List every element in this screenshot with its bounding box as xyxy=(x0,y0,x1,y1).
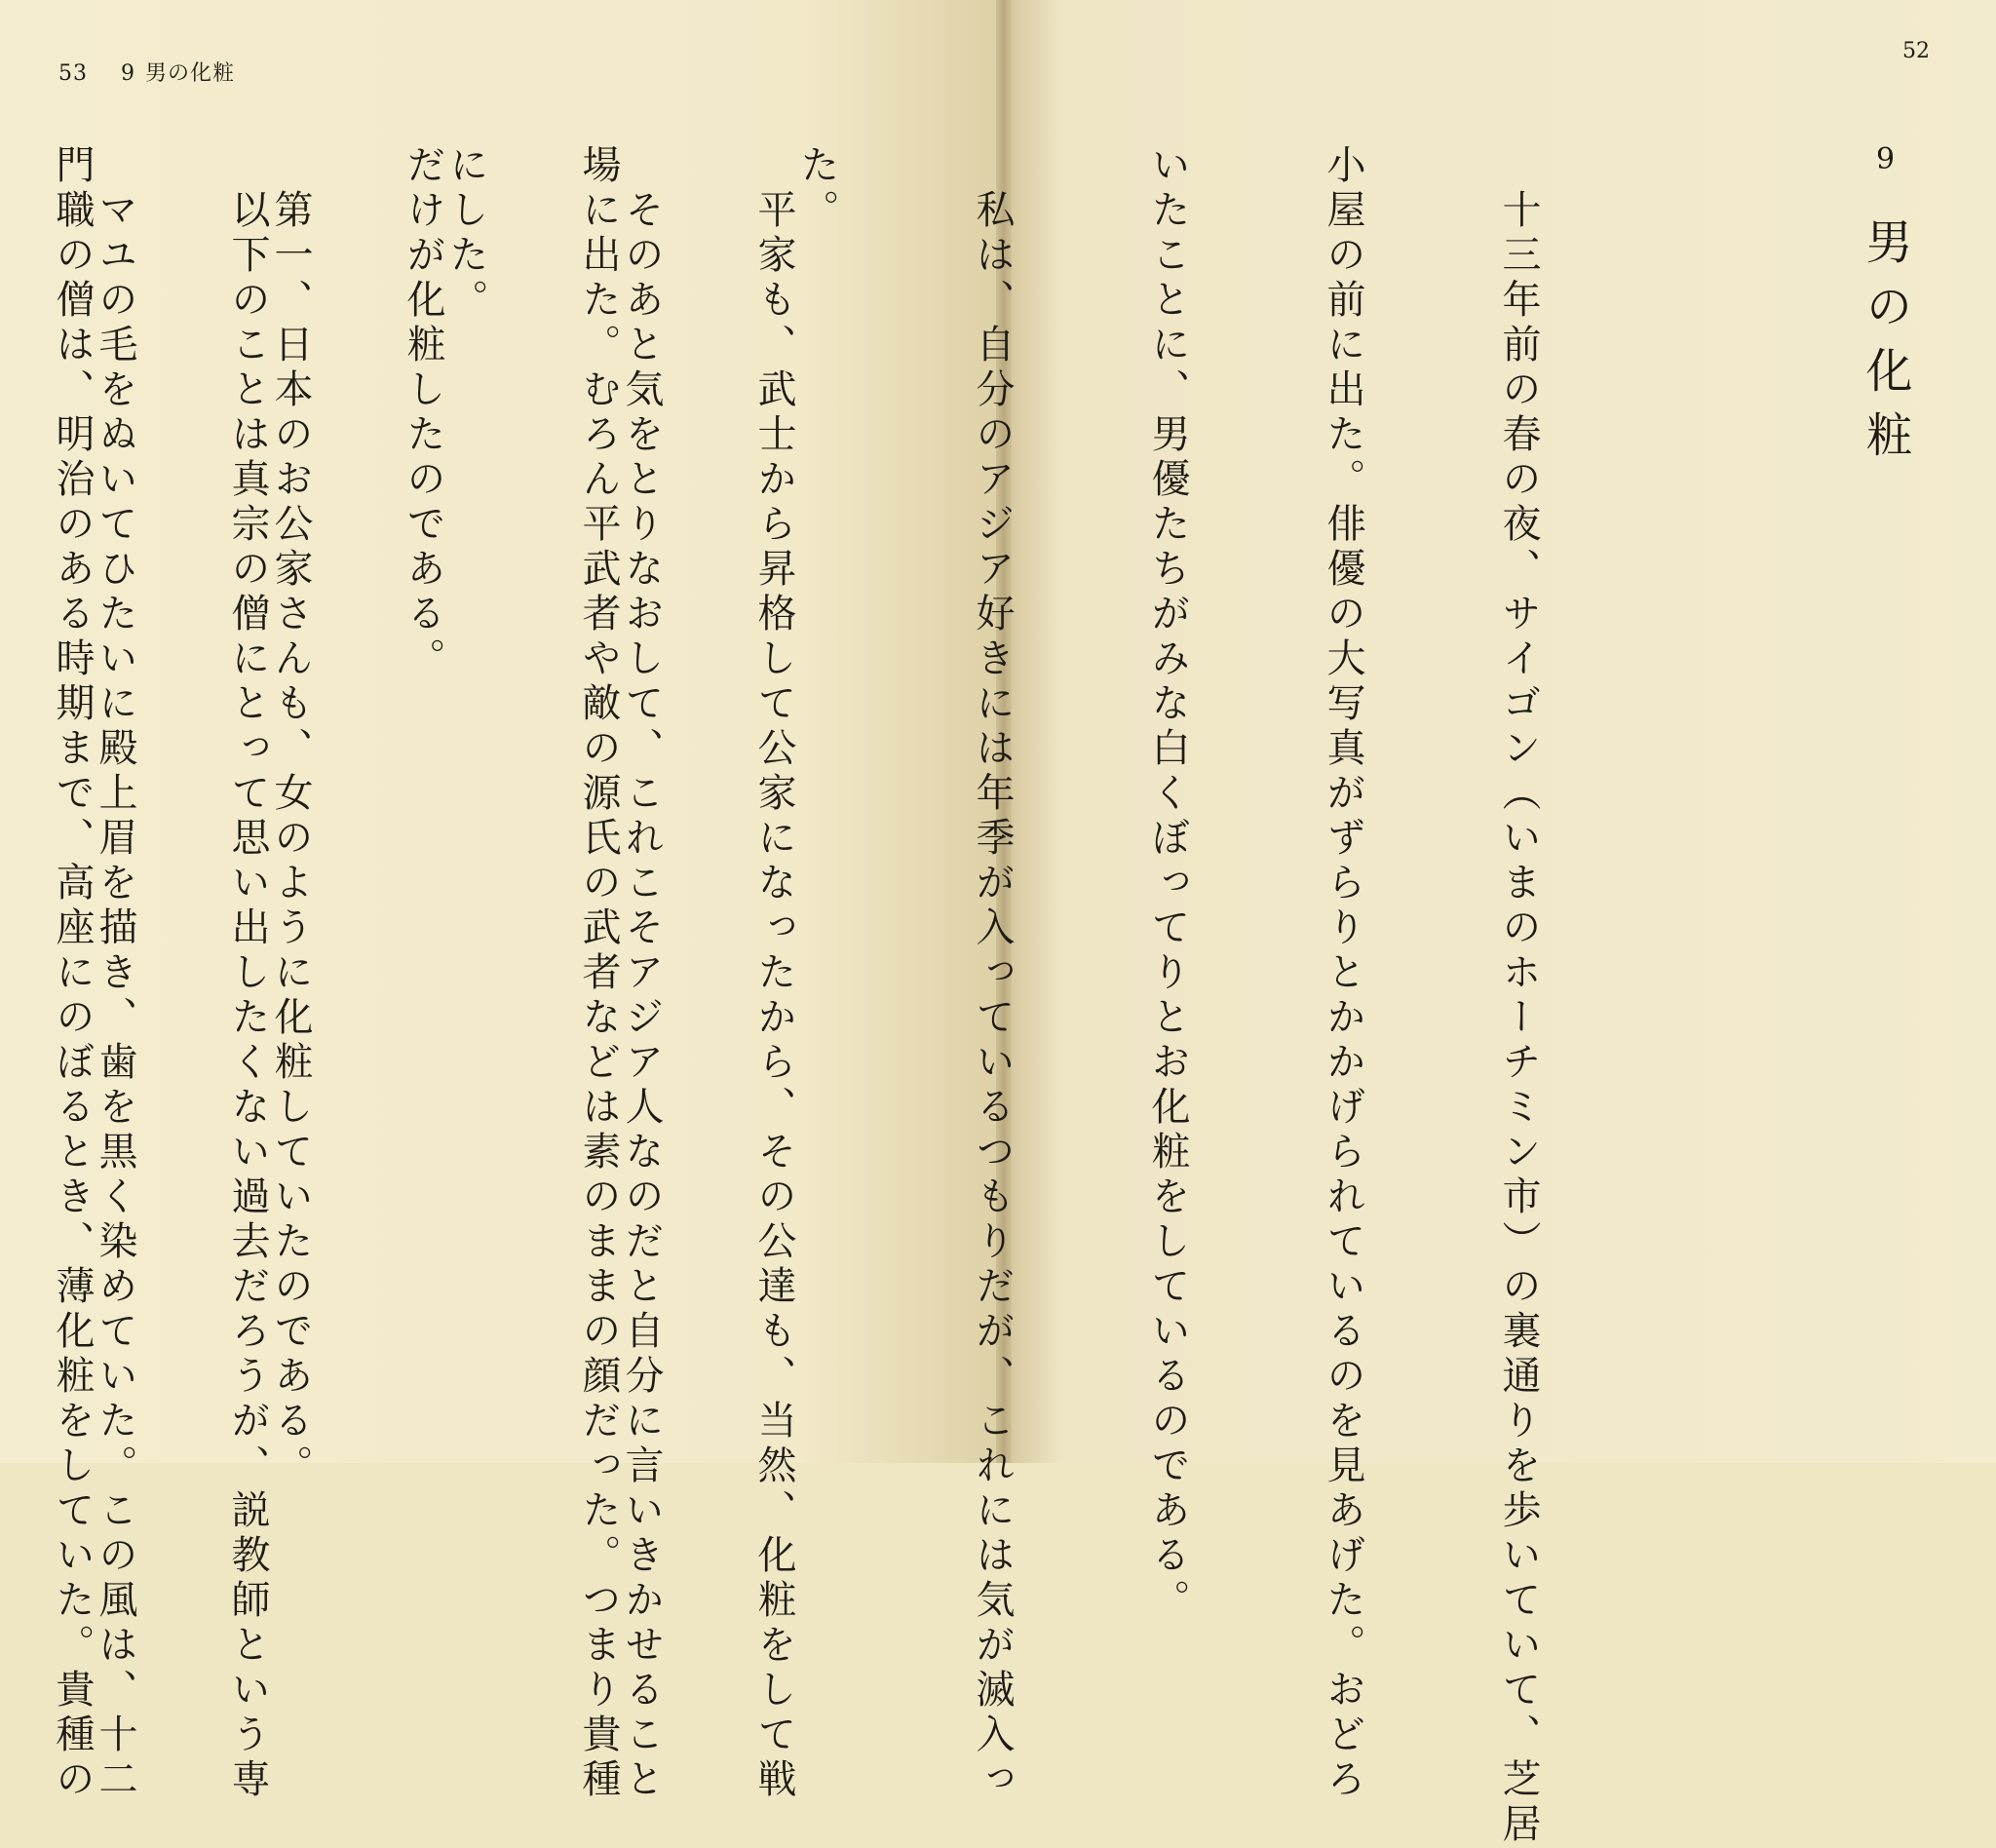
body-line: 第一、日本のお公家さんも、女のように化粧していたのである。 xyxy=(268,144,313,1489)
chapter-title: 男の化粧 xyxy=(1858,217,1912,475)
left-header-chapter-number: 9 xyxy=(121,61,135,86)
body-line: た。 xyxy=(794,144,839,234)
body-line: 小屋の前に出た。俳優の大写真がずらりとかかげられているのを見あげた。おどろ xyxy=(1321,144,1365,1803)
left-header-chapter-title: 男の化粧 xyxy=(145,61,236,86)
body-line: 以下のことは真宗の僧にとって思い出したくない過去だろうが、説教師という専 xyxy=(225,144,270,1803)
body-line: にした。 xyxy=(443,144,488,324)
body-line: 門職の僧は、明治のある時期まで、高座にのぼるとき、薄化粧をしていた。貴種の xyxy=(50,144,95,1803)
right-page-number: 52 xyxy=(1902,39,1930,63)
left-page-header xyxy=(58,57,235,87)
body-line: 平家も、武士から昇格して公家になったから、その公達も、当然、化粧をして戦 xyxy=(751,144,796,1803)
body-line: だけが化粧したのである。 xyxy=(401,144,445,682)
body-line: 私は、自分のアジア好きには年季が入っているつもりだが、これには気が滅入っ xyxy=(970,144,1015,1803)
chapter-number: 9 xyxy=(1868,142,1902,176)
body-line: いたことに、男優たちがみな白くぼってりとお化粧をしているのである。 xyxy=(1145,144,1190,1624)
chapter-heading xyxy=(1852,142,1919,475)
body-line: そのあと気をとりなおして、これこそアジア人なのだと自分に言いきかせること xyxy=(619,144,664,1803)
body-line: 場に出た。むろん平武者や敵の源氏の武者などは素のままの顔だった。つまり貴種 xyxy=(576,144,621,1803)
left-page-number: 53 xyxy=(58,61,88,86)
body-line: 十三年前の春の夜、サイゴン（いまのホーチミン市）の裏通りを歩いていて、芝居 xyxy=(1496,144,1541,1848)
left-page-body xyxy=(50,144,920,1803)
body-line: マユの毛をぬいてひたいに殿上眉を描き、歯を黒く染めていた。この風は、十二 xyxy=(93,144,137,1803)
